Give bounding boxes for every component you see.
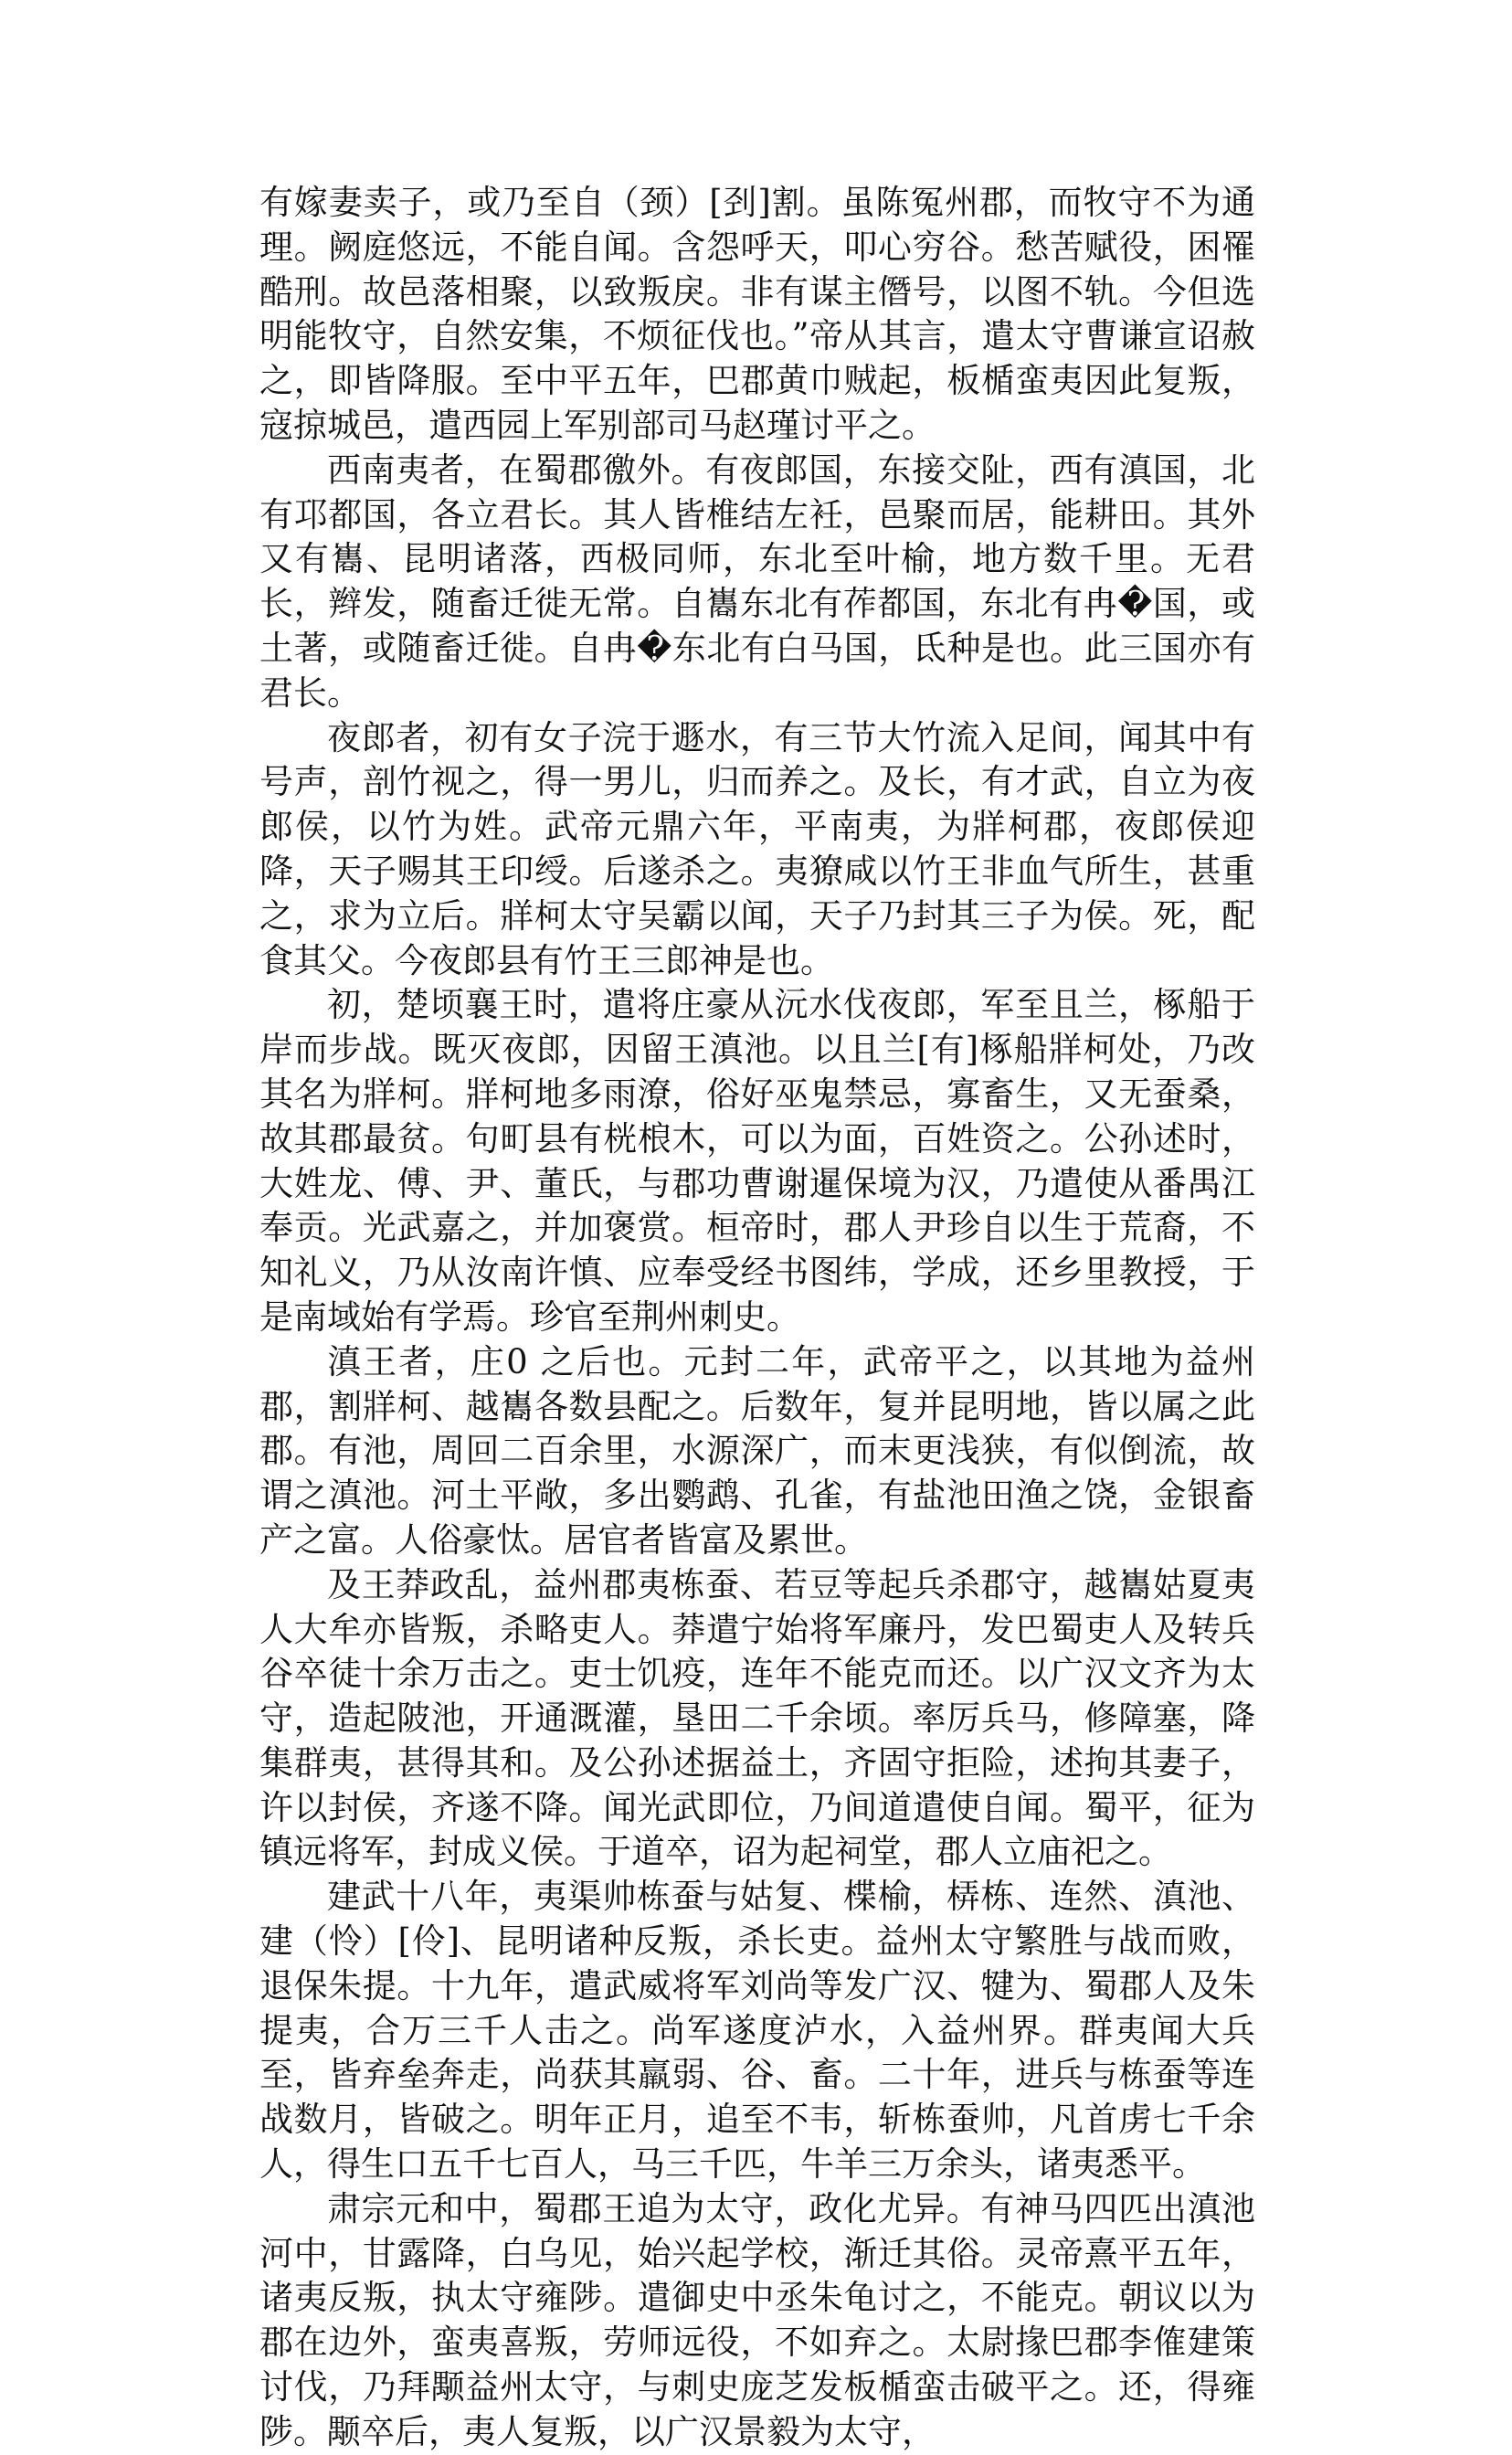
paragraph-suzong: 肃宗元和中，蜀郡王追为太守，政化尤异。有神马四匹出滇池河中，甘露降，白乌见，始兴起学校，渐迁其俗。灵帝熹平五年，诸夷反叛，执太守雍陟。遣御史中丞朱龟讨之，不能克。朝议以为郡在边外，蛮夷喜叛，劳师远役，不如弃之。太尉掾巴郡李傕建策讨伐，乃拜颙益州太守，与刺史庞芝发板楯蛮击破平之。还，得雍陟。颙卒后，夷人复叛，以广汉景毅为太守， xyxy=(259,2188,1255,2451)
paragraph-chu-qingxiang: 初，楚顷襄王时，遣将庄豪从沅水伐夜郎，军至且兰，椓船于岸而步战。既灭夜郎，因留王滇池。以且兰[有]椓船牂柯处，乃改其名为牂柯。牂柯地多雨潦，俗好巫鬼禁忌，寡畜生，又无蚕桑，故其郡最贫。句町县有桄桹木，可以为面，百姓资之。公孙述时，大姓龙、傅、尹、董氏，与郡功曹谢暹保境为汉，乃遣使从番禺江奉贡。光武嘉之，并加褒赏。桓帝时，郡人尹珍自以生于荒裔，不知礼义，乃从汝南许慎、应奉受经书图纬，学成，还乡里教授，于是南域始有学焉。珍官至荆州刺史。 xyxy=(259,985,1255,1337)
paragraph-jianwu: 建武十八年，夷渠帅栋蚕与姑复、楪榆，梇栋、连然、滇池、建（怜）[伶]、昆明诸种反叛，杀长吏。益州太守繁胜与战而败，退保朱提。十九年，遣武威将军刘尚等发广汉、犍为、蜀郡人及朱提夷，合万三千人击之。尚军遂度泸水，入益州界。群夷闻大兵至，皆弃垒奔走，尚获其羸弱、谷、畜。二十年，进兵与栋蚕等连战数月，皆破之。明年正月，追至不韦，斩栋蚕帅，凡首虏七千余人，得生口五千七百人，马三千匹，牛羊三万余头，诸夷悉平。 xyxy=(259,1877,1255,2185)
paragraph-xinan-yi: 西南夷者，在蜀郡徼外。有夜郎国，东接交阯，西有滇国，北有邛都国，各立君长。其人皆椎结左衽，邑聚而居，能耕田。其外又有巂、昆明诸落，西极同师，东北至叶榆，地方数千里。无君长，辫发，随畜迁徙无常。自巂东北有莋都国，东北有冉�国，或土著，或随畜迁徙。自冉�东北有白马国，氐种是也。此三国亦有君长。 xyxy=(259,450,1255,713)
paragraph-yelang: 夜郎者，初有女子浣于遯水，有三节大竹流入足间，闻其中有号声，剖竹视之，得一男儿，归而养之。及长，有才武，自立为夜郎侯，以竹为姓。武帝元鼎六年，平南夷，为牂柯郡，夜郎侯迎降，天子赐其王印绶。后遂杀之。夷獠咸以竹王非血气所生，甚重之，求为立后。牂柯太守吴霸以闻，天子乃封其三子为侯。死，配食其父。今夜郎县有竹王三郎神是也。 xyxy=(259,717,1255,980)
document-page xyxy=(259,181,1255,2455)
paragraph-wang-mang: 及王莽政乱，益州郡夷栋蚕、若豆等起兵杀郡守，越巂姑夏夷人大牟亦皆叛，杀略吏人。莽遣宁始将军廉丹，发巴蜀吏人及转兵谷卒徒十余万击之。吏士饥疫，连年不能克而还。以广汉文齐为太守，造起陂池，开通溉灌，垦田二千余顷。率厉兵马，修障塞，降集群夷，甚得其和。及公孙述据益土，齐固守拒险，述拘其妻子，许以封侯，齐遂不降。闻光武即位，乃间道遣使自闻。蜀平，征为镇远将军，封成义侯。于道卒，诏为起祠堂，郡人立庙祀之。 xyxy=(259,1564,1255,1872)
paragraph-continuation: 有嫁妻卖子，或乃至自（颈）[刭]割。虽陈冤州郡，而牧守不为通理。阙庭悠远，不能自闻。含怨呼天，叩心穷谷。愁苦赋役，困罹酷刑。故邑落相聚，以致叛戾。非有谋主僭号，以图不轨。今但选明能牧守，自然安集，不烦征伐也。”帝从其言，遣太守曹谦宣诏赦之，即皆降服。至中平五年，巴郡黄巾贼起，板楯蛮夷因此复叛，寇掠城邑，遣西园上军别部司马赵瑾讨平之。 xyxy=(259,183,1255,445)
paragraph-dian-wang: 滇王者，庄0 之后也。元封二年，武帝平之，以其地为益州郡，割牂柯、越巂各数县配之。后数年，复并昆明地，皆以属之此郡。有池，周回二百余里，水源深广，而末更浅狭，有似倒流，故谓之滇池。河土平敞，多出鹦鹉、孔雀，有盐池田渔之饶，金银畜产之富。人俗豪忲。居官者皆富及累世。 xyxy=(259,1341,1255,1560)
